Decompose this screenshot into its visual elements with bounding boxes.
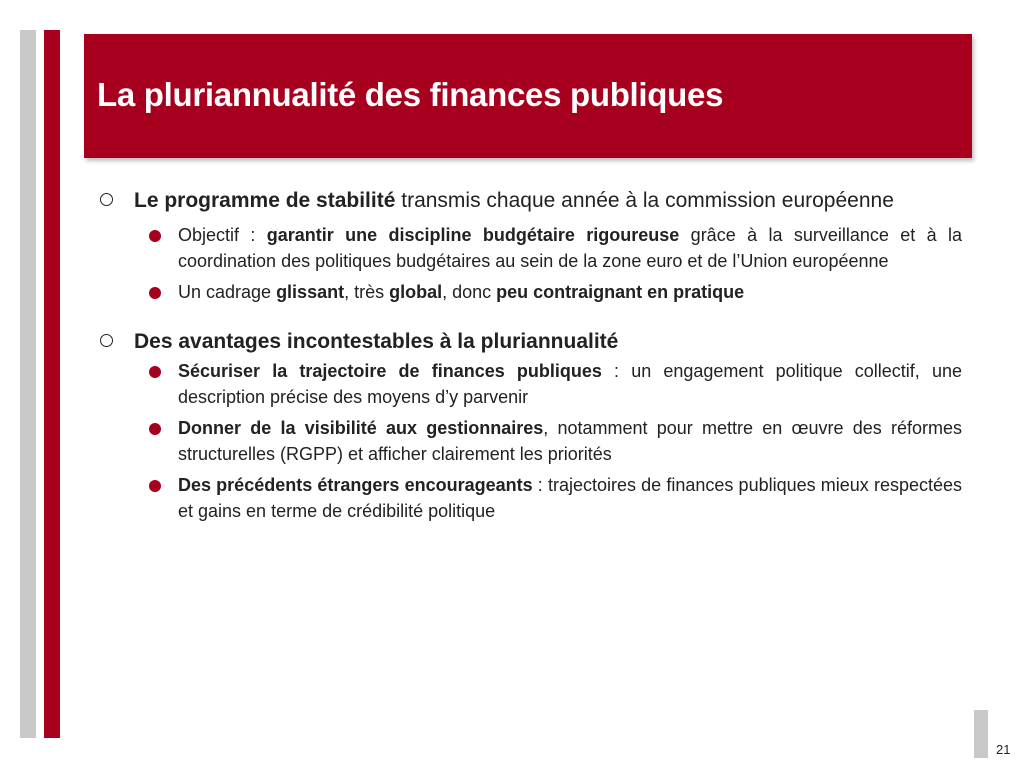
bullet-text: , notamment pour mettre en œuvre des réformes structurelles (RGPP) et afficher clairement les priorités [178, 418, 962, 464]
slide-title: La pluriannualité des finances publiques [97, 76, 724, 113]
red-dot-bullet-icon [149, 230, 161, 242]
section-1-text: transmis chaque année à la commission européenne [395, 189, 894, 212]
section-1-bullet-1 [178, 222, 962, 274]
bullet-text: Un cadrage [178, 282, 277, 302]
title-band [84, 34, 972, 158]
section-1-lead: Le programme de stabilité [134, 189, 396, 212]
red-dot-bullet-icon [149, 423, 161, 435]
section-2-heading: Des avantages incontestables à la pluriannualité [134, 330, 619, 353]
bullet-text: : trajectoires de finances publiques mieux respectées et gains en terme de crédibilité politique [178, 475, 963, 521]
bullet-emphasis: garantir une discipline budgétaire rigoureuse [266, 225, 680, 245]
section-1-bullet-2 [178, 279, 962, 305]
bullet-emphasis: peu contraignant en pratique [496, 282, 745, 302]
bullet-emphasis: glissant [276, 282, 345, 302]
bullet-emphasis: Sécuriser la trajectoire de finances publiques [178, 361, 602, 381]
hollow-circle-bullet-icon [100, 334, 113, 347]
left-red-bar [44, 30, 60, 738]
slide-content [96, 184, 962, 524]
bullet-emphasis: global [389, 282, 443, 302]
page-number: 21 [996, 742, 1011, 757]
bullet-text: Objectif : [178, 225, 267, 245]
bullet-emphasis: Des précédents étrangers encourageants [178, 475, 533, 495]
red-dot-bullet-icon [149, 366, 161, 378]
bullet-text: , très [344, 282, 390, 302]
red-dot-bullet-icon [149, 480, 161, 492]
section-2-bullet-3 [178, 472, 962, 524]
page-number-bar [974, 710, 988, 758]
bullet-text: grâce à la surveillance et à la coordination des politiques budgétaires au sein de la zone euro et de l’Union européenne [178, 225, 962, 271]
left-gray-bar [20, 30, 36, 738]
section-2-bullet-1 [178, 358, 962, 410]
section-2-item [96, 325, 962, 358]
section-1-item [96, 184, 962, 217]
bullet-emphasis: Donner de la visibilité aux gestionnaires [178, 418, 544, 438]
red-dot-bullet-icon [149, 287, 161, 299]
hollow-circle-bullet-icon [100, 193, 113, 206]
bullet-text: , donc [442, 282, 497, 302]
bullet-text: : un engagement politique collectif, une description précise des moyens d’y parvenir [178, 361, 962, 407]
section-2-bullet-2 [178, 415, 962, 467]
